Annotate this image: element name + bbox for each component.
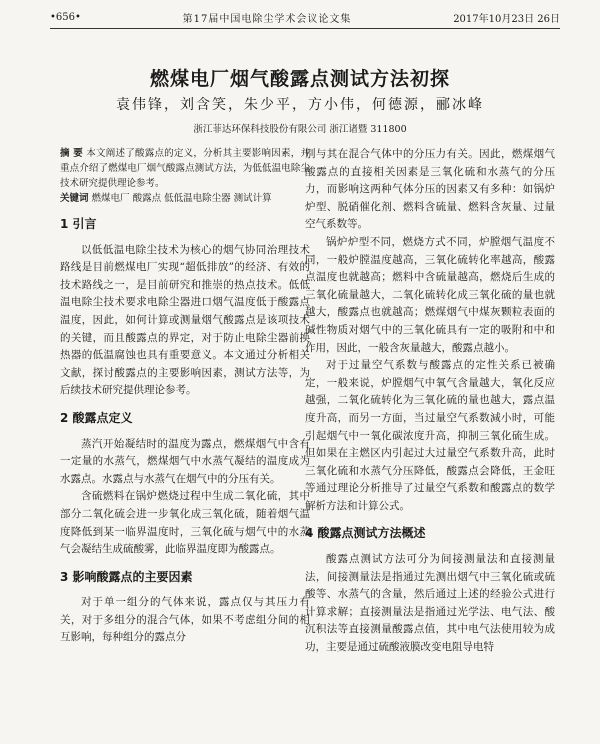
running-header: [50, 6, 560, 29]
keywords: [60, 191, 310, 206]
section-3-para-3: 对于过量空气系数与酸露点的定性关系已被确定，一般来说，炉膛烟气中氧气含量越大，氧化反应越强，二氧化硫转化为三氧化硫的量也越大，露点温度升高，而另一方面，当过量空气系数減小时，可能引起烟气中一氧化碳浓度升高，抑制三氧化硫生成。但如果在主燃区内引起过大过量空气系数升高，此时三氧化硫和水蒸气分压降低，酸露点会降低，王金旺等通过理论分析推导了过量空气系数和酸露点的数学解析方法和计算公式。: [305, 359, 555, 512]
paper-authors: 袁伟锋，刘含笑，朱少平，方小伟，何德源，郦冰峰: [116, 97, 484, 113]
section-3-para-1-cont: 别与其在混合气体中的分压力有关。因此，燃煤烟气酸露点的直接相关因素是三氧化硫和水蒸气的分压力，而影响这两种气体分压的因素又有多种：如锅炉炉型、脱硝催化剂、燃料含硫量、燃料含灰量、过量空气系数等。: [305, 148, 555, 231]
page-number: •656•: [50, 11, 81, 23]
section-4-title: 4 酸露点测试方法概述: [305, 526, 426, 541]
section-3-title: 3 影响酸露点的主要因素: [60, 569, 193, 584]
paper-affiliation: 浙江菲达环保科技股份有限公司 浙江诸暨 311800: [193, 124, 407, 135]
section-3-para-1: 对于单一组分的气体来说，露点仅与其压力有关，对于多组分的混合气体，如果不考虑组分间的相互影响，每种组分的露点分: [60, 596, 310, 644]
section-2-para-2: 含硫燃料在锅炉燃烧过程中生成二氧化硫，其中部分二氧化硫会进一步氧化成三氧化硫，随着烟气温度降低到某一临界温度时，三氧化硫与烟气中的水蒸气会凝结生成硫酸雾，此临界温度即为酸露点。: [60, 490, 310, 556]
section-2-para-1: 蒸汽开始凝结时的温度为露点，燃煤烟气中含有一定量的水蒸气，燃煤烟气中水蒸气凝结的温度成为水露点。水露点与水蒸气在烟气中的分压有关。: [60, 437, 310, 485]
conference-date: 2017年10月23日 26日: [453, 13, 560, 25]
conference-name: 第17届中国电除尘学术会议论文集: [182, 13, 352, 25]
abstract: [60, 146, 310, 206]
abstract-body: [60, 146, 310, 191]
section-4-para-1: 酸露点测试方法可分为间接测量法和直接测量法，间接测量法是指通过先测出烟气中三氧化硫或硫酸等、水蒸气的含量，然后通过上述的经验公式进行计算求解；直接测量法是指通过光学法、电气法、酸沉积法等直接测量酸露点值，其中电气法使用较为成功，主要是通过硫酸液膜改变电阻导电特: [305, 553, 555, 654]
abstract-text: 本文阐述了酸露点的定义，分析其主要影响因素，并重点介绍了燃煤电厂烟气酸露点测试方法，为低低温电除尘技术研究提供理论参考。: [60, 148, 310, 189]
right-column: [305, 146, 555, 657]
keywords-text: 燃煤电厂 酸露点 低低温电除尘器 测试计算: [91, 193, 272, 204]
section-2-title: 2 酸露点定义: [60, 410, 133, 425]
abstract-label: 摘 要: [60, 148, 84, 159]
section-1-para-1: 以低低温电除尘技术为核心的烟气协同治理技术路线是目前燃煤电厂实现“超低排放”的经济、有效的技术路线之一，是目前研究和推崇的热点技术。低低温电除尘技术要求电除尘器进口烟气温度低于酸露点温度，因此，如何计算或测量烟气酸露点是该项技术的关键，而且酸露点的界定，对于防止电除尘器前换热器的低温腐蚀也具有重要意义。本文通过分析相关文献，探讨酸露点的主要影响因素，测试方法等，为后续技术研究提供理论参考。: [60, 243, 310, 397]
left-column: [60, 146, 310, 647]
paper-title: 燃煤电厂烟气酸露点测试方法初探: [149, 68, 450, 90]
keywords-label: 关键词: [60, 193, 89, 204]
section-1-title: 1 引言: [60, 217, 97, 231]
section-3-para-2: 锅炉炉型不同，燃烧方式不同，炉膛烟气温度不同，一般炉膛温度越高，三氧化硫转化率越高，酸露点温度也就越高；燃料中含硫量越高，燃烧后生成的三氧化硫量越大，二氧化硫转化成三氧化硫的量也就越大，酸露点也就越高；燃煤烟气中煤灰颗粒表面的碱性物质对烟气中的三氧化硫具有一定的吸附和中和作用，因此，一般含灰量越大，酸露点越小。: [305, 235, 555, 354]
